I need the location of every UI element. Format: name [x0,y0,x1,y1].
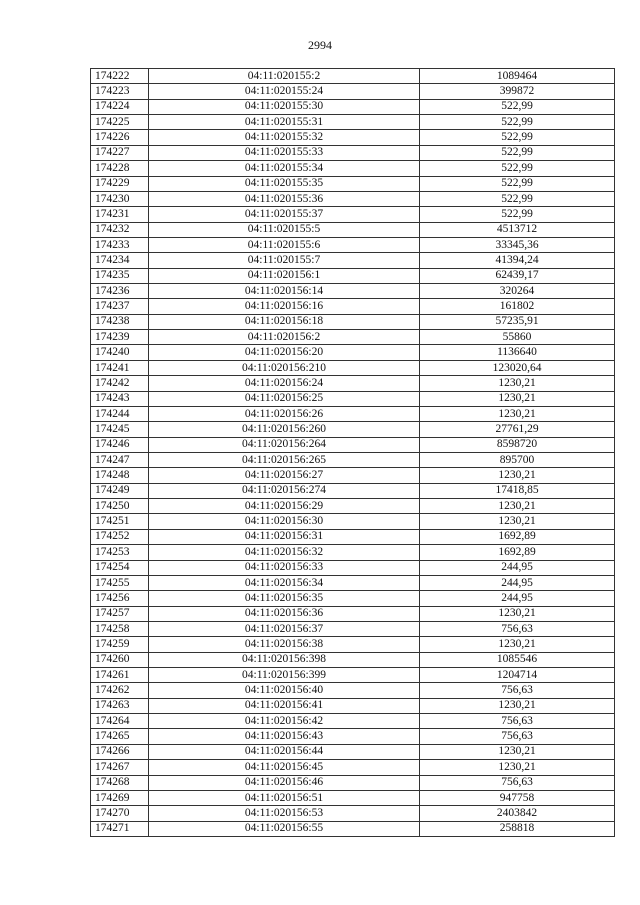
table-row [91,406,615,421]
row-id-cell: 174263 [91,698,149,713]
value-cell: 1230,21 [420,637,615,652]
cadastral-number-cell: 04:11:020156:37 [149,621,420,636]
row-id-cell: 174243 [91,391,149,406]
row-id-cell: 174226 [91,130,149,145]
cadastral-number-cell: 04:11:020155:31 [149,115,420,130]
table-row [91,529,615,544]
row-id-cell: 174240 [91,345,149,360]
row-id-cell: 174258 [91,621,149,636]
value-cell: 33345,36 [420,237,615,252]
table-row [91,360,615,375]
cadastral-number-cell: 04:11:020156:25 [149,391,420,406]
row-id-cell: 174262 [91,683,149,698]
value-cell: 522,99 [420,145,615,160]
table-row [91,560,615,575]
table-row [91,115,615,130]
value-cell: 1230,21 [420,468,615,483]
row-id-cell: 174271 [91,821,149,836]
table-row [91,130,615,145]
cadastral-number-cell: 04:11:020155:30 [149,99,420,114]
table-row [91,683,615,698]
table-row [91,499,615,514]
table-row [91,575,615,590]
value-cell: 1085546 [420,652,615,667]
cadastral-number-cell: 04:11:020156:33 [149,560,420,575]
value-cell: 4513712 [420,222,615,237]
row-id-cell: 174246 [91,437,149,452]
table-row [91,806,615,821]
cadastral-number-cell: 04:11:020156:27 [149,468,420,483]
row-id-cell: 174238 [91,314,149,329]
cadastral-number-cell: 04:11:020156:210 [149,360,420,375]
cadastral-number-cell: 04:11:020156:30 [149,514,420,529]
table-row [91,591,615,606]
row-id-cell: 174254 [91,560,149,575]
cadastral-number-cell: 04:11:020156:274 [149,483,420,498]
value-cell: 1230,21 [420,499,615,514]
cadastral-number-cell: 04:11:020156:35 [149,591,420,606]
row-id-cell: 174253 [91,545,149,560]
table-row [91,268,615,283]
row-id-cell: 174234 [91,253,149,268]
value-cell: 947758 [420,790,615,805]
value-cell: 1089464 [420,69,615,84]
row-id-cell: 174268 [91,775,149,790]
table-row [91,207,615,222]
table-row [91,514,615,529]
row-id-cell: 174229 [91,176,149,191]
table-row [91,145,615,160]
row-id-cell: 174241 [91,360,149,375]
table-row [91,468,615,483]
table-row [91,637,615,652]
value-cell: 522,99 [420,130,615,145]
cadastral-number-cell: 04:11:020155:5 [149,222,420,237]
value-cell: 244,95 [420,591,615,606]
cadastral-number-cell: 04:11:020156:51 [149,790,420,805]
table-row [91,253,615,268]
value-cell: 1230,21 [420,606,615,621]
value-cell: 62439,17 [420,268,615,283]
row-id-cell: 174259 [91,637,149,652]
row-id-cell: 174242 [91,376,149,391]
cadastral-number-cell: 04:11:020156:53 [149,806,420,821]
row-id-cell: 174256 [91,591,149,606]
cadastral-number-cell: 04:11:020155:35 [149,176,420,191]
cadastral-number-cell: 04:11:020155:6 [149,237,420,252]
table-row [91,191,615,206]
cadastral-number-cell: 04:11:020156:265 [149,452,420,467]
cadastral-number-cell: 04:11:020156:1 [149,268,420,283]
value-cell: 161802 [420,299,615,314]
cadastral-number-cell: 04:11:020155:2 [149,69,420,84]
table-row [91,668,615,683]
cadastral-number-cell: 04:11:020155:37 [149,207,420,222]
value-cell: 522,99 [420,161,615,176]
row-id-cell: 174269 [91,790,149,805]
value-cell: 1692,89 [420,545,615,560]
table-row [91,698,615,713]
value-cell: 17418,85 [420,483,615,498]
table-row [91,452,615,467]
table-row [91,376,615,391]
value-cell: 1230,21 [420,744,615,759]
row-id-cell: 174255 [91,575,149,590]
table-row [91,284,615,299]
value-cell: 123020,64 [420,360,615,375]
page-number: 2994 [308,38,332,52]
row-id-cell: 174264 [91,714,149,729]
table-row [91,345,615,360]
row-id-cell: 174239 [91,330,149,345]
value-cell: 1230,21 [420,698,615,713]
row-id-cell: 174223 [91,84,149,99]
value-cell: 522,99 [420,99,615,114]
value-cell: 522,99 [420,207,615,222]
value-cell: 57235,91 [420,314,615,329]
row-id-cell: 174237 [91,299,149,314]
row-id-cell: 174252 [91,529,149,544]
value-cell: 1230,21 [420,514,615,529]
table-row [91,330,615,345]
table-row [91,652,615,667]
row-id-cell: 174257 [91,606,149,621]
row-id-cell: 174232 [91,222,149,237]
table-row [91,744,615,759]
cadastral-number-cell: 04:11:020156:260 [149,422,420,437]
value-cell: 244,95 [420,560,615,575]
cadastral-number-cell: 04:11:020156:41 [149,698,420,713]
value-cell: 756,63 [420,714,615,729]
table-row [91,621,615,636]
table-row [91,299,615,314]
value-cell: 1230,21 [420,406,615,421]
table-row [91,775,615,790]
value-cell: 522,99 [420,191,615,206]
table-row [91,222,615,237]
cadastral-number-cell: 04:11:020156:55 [149,821,420,836]
value-cell: 522,99 [420,176,615,191]
row-id-cell: 174225 [91,115,149,130]
value-cell: 55860 [420,330,615,345]
cadastral-number-cell: 04:11:020156:14 [149,284,420,299]
cadastral-number-cell: 04:11:020156:31 [149,529,420,544]
table-row [91,729,615,744]
value-cell: 895700 [420,452,615,467]
value-cell: 756,63 [420,683,615,698]
row-id-cell: 174267 [91,760,149,775]
cadastral-number-cell: 04:11:020155:34 [149,161,420,176]
table-body [91,69,615,837]
row-id-cell: 174251 [91,514,149,529]
value-cell: 8598720 [420,437,615,452]
row-id-cell: 174248 [91,468,149,483]
table-row [91,790,615,805]
table-row [91,714,615,729]
value-cell: 41394,24 [420,253,615,268]
table-row [91,99,615,114]
value-cell: 522,99 [420,115,615,130]
row-id-cell: 174249 [91,483,149,498]
table-row [91,483,615,498]
value-cell: 756,63 [420,775,615,790]
cadastral-number-cell: 04:11:020156:16 [149,299,420,314]
table-row [91,422,615,437]
row-id-cell: 174247 [91,452,149,467]
row-id-cell: 174222 [91,69,149,84]
cadastral-number-cell: 04:11:020156:42 [149,714,420,729]
value-cell: 320264 [420,284,615,299]
value-cell: 1230,21 [420,376,615,391]
value-cell: 244,95 [420,575,615,590]
value-cell: 756,63 [420,621,615,636]
table-row [91,606,615,621]
cadastral-number-cell: 04:11:020156:40 [149,683,420,698]
cadastral-number-cell: 04:11:020156:2 [149,330,420,345]
row-id-cell: 174233 [91,237,149,252]
value-cell: 1204714 [420,668,615,683]
row-id-cell: 174231 [91,207,149,222]
table-row [91,391,615,406]
value-cell: 1230,21 [420,760,615,775]
cadastral-number-cell: 04:11:020156:20 [149,345,420,360]
value-cell: 1136640 [420,345,615,360]
table-row [91,437,615,452]
table-row [91,176,615,191]
cadastral-number-cell: 04:11:020156:32 [149,545,420,560]
table-row [91,314,615,329]
row-id-cell: 174227 [91,145,149,160]
row-id-cell: 174244 [91,406,149,421]
cadastral-number-cell: 04:11:020156:38 [149,637,420,652]
row-id-cell: 174245 [91,422,149,437]
table-row [91,545,615,560]
cadastral-number-cell: 04:11:020156:36 [149,606,420,621]
cadastral-number-cell: 04:11:020156:264 [149,437,420,452]
table-row [91,821,615,836]
value-cell: 1230,21 [420,391,615,406]
value-cell: 399872 [420,84,615,99]
row-id-cell: 174260 [91,652,149,667]
cadastral-number-cell: 04:11:020156:18 [149,314,420,329]
table-row [91,161,615,176]
row-id-cell: 174250 [91,499,149,514]
value-cell: 756,63 [420,729,615,744]
row-id-cell: 174265 [91,729,149,744]
cadastral-number-cell: 04:11:020156:34 [149,575,420,590]
value-cell: 258818 [420,821,615,836]
row-id-cell: 174228 [91,161,149,176]
table-row [91,84,615,99]
table-row [91,69,615,84]
table-row [91,237,615,252]
cadastral-number-cell: 04:11:020156:46 [149,775,420,790]
value-cell: 27761,29 [420,422,615,437]
row-id-cell: 174270 [91,806,149,821]
cadastral-number-cell: 04:11:020155:32 [149,130,420,145]
row-id-cell: 174236 [91,284,149,299]
cadastral-number-cell: 04:11:020156:43 [149,729,420,744]
value-cell: 1692,89 [420,529,615,544]
cadastral-number-cell: 04:11:020155:33 [149,145,420,160]
cadastral-number-cell: 04:11:020156:45 [149,760,420,775]
cadastral-table [90,68,615,837]
cadastral-number-cell: 04:11:020155:24 [149,84,420,99]
cadastral-number-cell: 04:11:020155:36 [149,191,420,206]
cadastral-number-cell: 04:11:020156:24 [149,376,420,391]
cadastral-number-cell: 04:11:020156:399 [149,668,420,683]
row-id-cell: 174224 [91,99,149,114]
value-cell: 2403842 [420,806,615,821]
cadastral-number-cell: 04:11:020156:44 [149,744,420,759]
cadastral-number-cell: 04:11:020155:7 [149,253,420,268]
row-id-cell: 174235 [91,268,149,283]
cadastral-number-cell: 04:11:020156:398 [149,652,420,667]
row-id-cell: 174261 [91,668,149,683]
row-id-cell: 174230 [91,191,149,206]
cadastral-number-cell: 04:11:020156:26 [149,406,420,421]
row-id-cell: 174266 [91,744,149,759]
cadastral-number-cell: 04:11:020156:29 [149,499,420,514]
table-row [91,760,615,775]
